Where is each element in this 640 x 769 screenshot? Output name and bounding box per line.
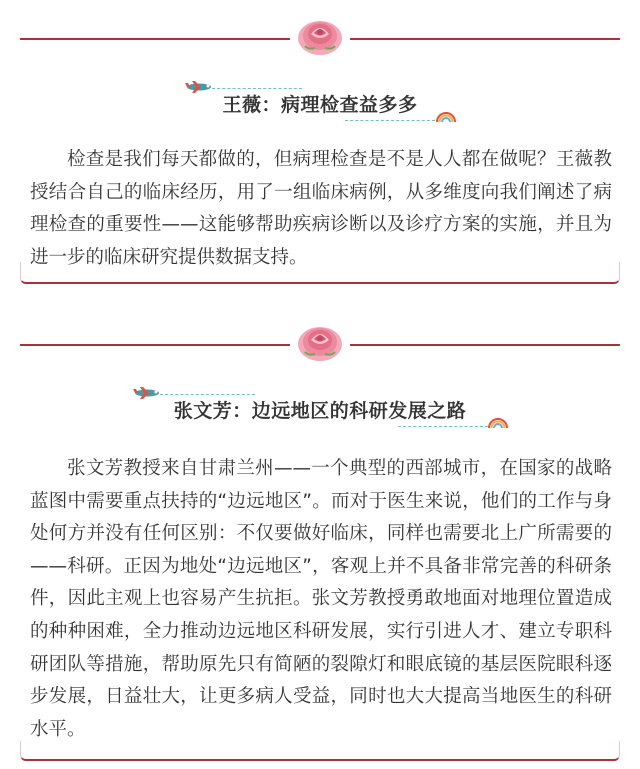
section-divider-right [350, 344, 620, 346]
heading-row-2 [0, 398, 640, 424]
section-frame [20, 741, 620, 761]
section-body: 检查是我们每天都做的，但病理检查是不是人人都在做呢？王薇教授结合自己的临床经历，用了一组临床病例，从多维度向我们阐述了病理检查的重要性——这能够帮助疾病诊断以及诊疗方案的实施，并且为进一步的临床研究提供数据支持。 [30, 149, 612, 268]
rainbow-icon [488, 416, 508, 428]
heading-dash-top [160, 394, 255, 395]
section-heading: 王薇：病理检查益多多 [222, 94, 418, 116]
section-divider-left [20, 344, 290, 346]
section-body: 张文芳教授来自甘肃兰州——一个典型的西部城市，在国家的战略蓝图中需要重点扶持的“边远地区”。而对于医生来说，他们的工作与身处何方并没有任何区别：不仅要做好临床，同样也需要北上广所需要的——科研。正因为地处“边远地区”，客观上并不具备非常完善的科研条件，因此主观上也容易产生抗拒。张文芳教授勇敢地面对地理位置造成的种种困难，全力推动边远地区科研发展，实行引进人才、建立专职科研团队等措施，帮助原先只有简陋的裂隙灯和眼底镜的基层医院眼科逐步发展，日益壮大，让更多病人受益，同时也大大提高当地医生的科研水平。 [30, 458, 612, 740]
section-heading: 张文芳：边远地区的科研发展之路 [173, 400, 467, 422]
heading-dash-bottom [398, 426, 488, 427]
rose-icon [295, 318, 345, 364]
